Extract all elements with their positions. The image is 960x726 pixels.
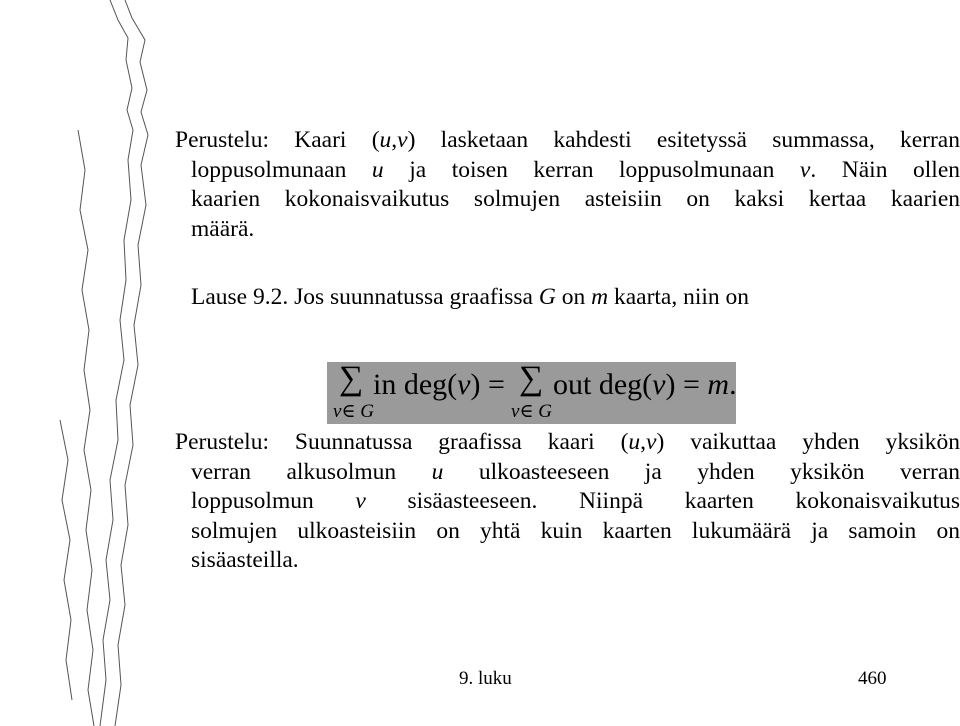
footer-chapter: 9. luku	[459, 668, 512, 689]
torn-paper-edge-decoration	[0, 0, 200, 726]
p1-line-2: loppusolmunaan u ja toisen kerran loppusolmunaan v. Näin ollen	[191, 156, 960, 183]
in-deg-term: in deg(v) =	[373, 368, 505, 401]
sum-symbol-2: ∑	[519, 360, 544, 397]
theorem-statement: Lause 9.2. Jos suunnatussa graafissa G on m kaarta, niin on	[191, 284, 750, 310]
footer-page-number: 460	[858, 668, 887, 689]
p2-line-1: Perustelu: Suunnatussa graafissa kaari (u,v) vaikuttaa yhden yksikön	[175, 429, 960, 455]
p1-line-3: kaarien kokonaisvaikutus solmujen asteisiin on kaksi kertaa kaarien	[191, 186, 960, 212]
sum-symbol-1: ∑	[339, 360, 364, 397]
p1-line-1: Perustelu: Kaari (u,v) lasketaan kahdesti esitetyssä summassa, kerran	[175, 127, 960, 153]
proof-paragraph-2	[175, 428, 960, 576]
proof-paragraph-1	[175, 126, 960, 244]
sum-subscript-2: v∈ G	[511, 401, 552, 422]
p1-line-4: määrä.	[191, 215, 255, 242]
p2-line-4: solmujen ulkoasteisiin on yhtä kuin kaarten lukumäärä ja samoin on	[191, 517, 960, 544]
p2-line-3: loppusolmun v sisäasteeseen. Niinpä kaarten kokonaisvaikutus	[191, 488, 960, 514]
p2-line-5: sisäasteilla.	[191, 547, 299, 573]
sum-subscript-1: v∈ G	[333, 401, 374, 422]
degree-sum-formula	[327, 362, 736, 424]
p2-line-2: verran alkusolmun u ulkoasteeseen ja yhden yksikön verran	[191, 458, 960, 485]
out-deg-term: out deg(v) = m.	[553, 368, 737, 401]
